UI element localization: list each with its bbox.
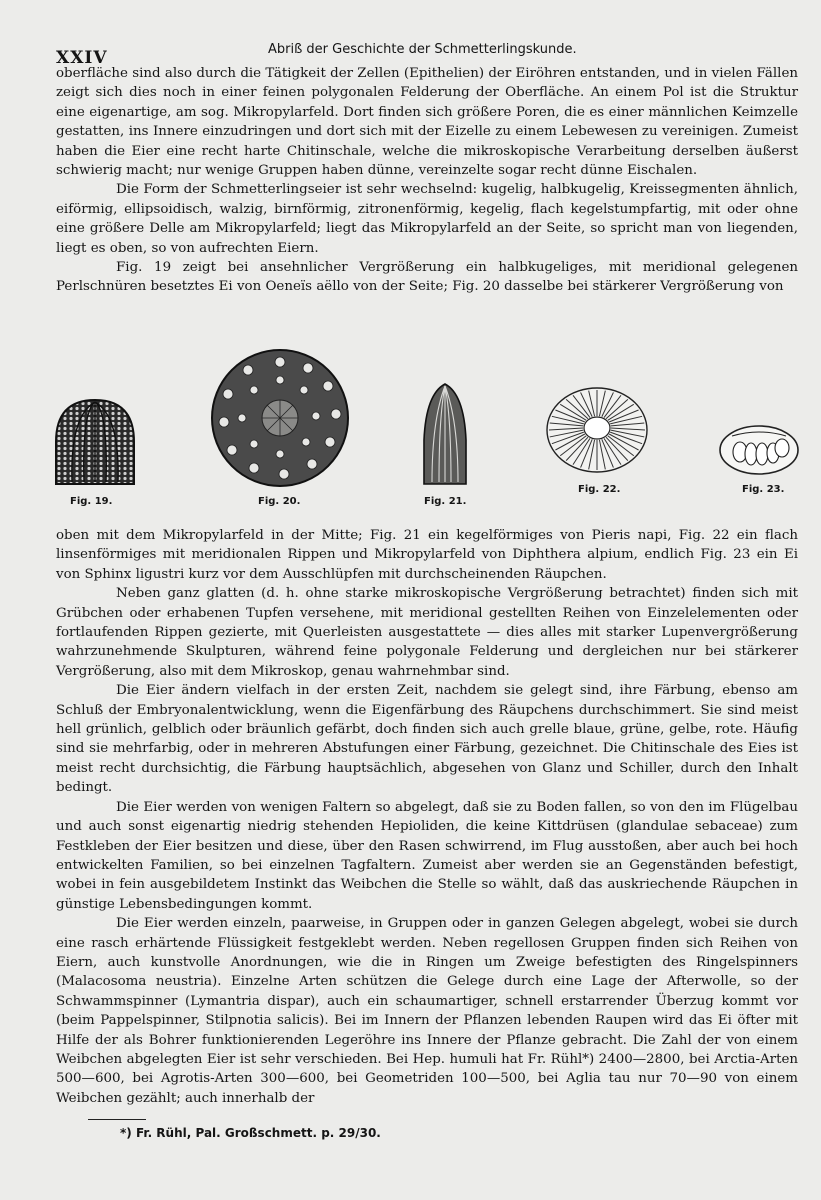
paragraph: Die Eier ändern vielfach in der ersten Zeit, nachdem sie gelegt sind, ihre Färbung, ebenso am Schluß der Embryonalentwicklung, wenn die Eigenfärbung des Räupchens durchschimmert. Sie sind meist hell grünlich, gelblich oder bräunlich gefärbt, doch finden sich auch grelle blaue, grüne, gelbe, rote. Häufig sind sie mehrfarbig, oder in mehreren Abstufungen einer Färbung, gezeichnet. Die Chitinschale des Eies ist meist recht durchsichtig, die Färbung hauptsächlich, abgesehen von Glanz und Schiller, durch den Inhalt bedingt. bbox=[56, 683, 798, 796]
figure-20 bbox=[208, 346, 352, 507]
figure-19 bbox=[50, 396, 140, 507]
page-header bbox=[56, 42, 796, 68]
paragraph: Neben ganz glatten (d. h. ohne starke mikroskopische Vergrößerung betrachtet) finden sich mit Grübchen oder erhabenen Tupfen versehene, mit meridional gestellten Reihen von Einzelelementen oder fortlaufenden Rippen gezierte, mit Querleisten ausgestattete — dies alles mit starker Lupenvergrößerung wahrzunehmende Skulpturen, während feine polygonale Felderung und dergleichen nur bei stärkerer Vergrößerung, also mit dem Mikroskop, genau wahrnehmbar sind. bbox=[56, 586, 798, 679]
footnote: *) Fr. Rühl, Pal. Großschmett. p. 29/30. bbox=[120, 1126, 381, 1140]
egg-lens-radial-ribs-icon bbox=[544, 384, 650, 476]
egg-top-view-pearled-icon bbox=[208, 346, 352, 490]
page-number: XXIV bbox=[56, 48, 108, 68]
figure-21 bbox=[420, 380, 470, 507]
figure-22 bbox=[544, 384, 650, 495]
figure-caption: Fig. 20. bbox=[258, 496, 301, 507]
running-title: Abriß der Geschichte der Schmetterlingskunde. bbox=[268, 42, 577, 57]
egg-with-larva-icon bbox=[718, 424, 800, 476]
figure-caption: Fig. 19. bbox=[70, 496, 113, 507]
figure-caption: Fig. 21. bbox=[424, 496, 467, 507]
paragraph: oben mit dem Mikropylarfeld in der Mitte; Fig. 21 ein kegelförmiges von Pieris napi, Fig. 22 ein flach linsenförmiges mit meridionalen Rippen und Mikropylarfeld von Diphthera alpium, endlich Fig. 23 ein Ei von Sphinx ligustri kurz vor dem Ausschlüpfen mit durchscheinenden Räupchen. bbox=[56, 528, 798, 582]
paragraph: Die Eier werden von wenigen Faltern so abgelegt, daß sie zu Boden fallen, so von den im Flügelbau und auch sonst eigenartig niedrig stehenden Hepioliden, die keine Kittdrüsen (glandulae sebaceae) zum Festkleben der Eier besitzen und diese, über den Rasen schwirrend, im Flug ausstoßen, aber auch bei hoch entwickelten Familien, so bei einzelnen Tagfaltern. Zumeist aber werden sie an Gegenständen befestigt, wobei in fein ausgebildetem Instinkt das Weibchen die Stelle so wählt, daß das auskriechende Räupchen in günstige Lebensbedingungen kommt. bbox=[56, 799, 798, 912]
text-block-bottom bbox=[56, 526, 798, 1108]
figure-caption: Fig. 22. bbox=[578, 484, 621, 495]
figure-23 bbox=[718, 424, 800, 495]
text-block-top bbox=[56, 64, 798, 297]
paragraph: Die Form der Schmetterlingseier ist sehr wechselnd: kugelig, halbkugelig, Kreissegmenten ähnlich, eiförmig, ellipsoidisch, walzig, birnförmig, zitronenförmig, kegelig, flach kegelstumpfartig, mit oder ohne eine größere Delle am Mikropylarfeld; liegt das Mikropylarfeld an der Seite, so spricht man von liegenden, liegt es oben, so von aufrechten Eiern. bbox=[56, 182, 798, 256]
footnote-rule bbox=[88, 1119, 146, 1120]
paragraph: Fig. 19 zeigt bei ansehnlicher Vergrößerung ein halbkugeliges, mit meridional gelegenen Perlschnüren besetztes Ei von Oeneïs aëllo von der Seite; Fig. 20 dasselbe bei stärkerer Vergrößerung von bbox=[56, 260, 798, 295]
figure-caption: Fig. 23. bbox=[742, 484, 785, 495]
egg-hemispherical-ribbed-icon bbox=[50, 396, 140, 488]
paragraph: oberfläche sind also durch die Tätigkeit der Zellen (Epithelien) der Eiröhren entstanden, und in vielen Fällen zeigt sich dies noch in einer feinen polygonalen Felderung der Oberfläche. An einem Pol ist die Struktur eine eigenartige, am sog. Mikropylarfeld. Dort finden sich größere Poren, die es einer männlichen Keimzelle gestatten, ins Innere einzudringen und dort sich mit der Eizelle zu einem Lebewesen zu vereinigen. Zumeist haben die Eier eine recht harte Chitinschale, welche die mikroskopische Verarbeitung derselben äußerst schwierig macht; nur wenige Gruppen haben dünne, vereinzelte sogar recht dünne Eischalen. bbox=[56, 66, 798, 179]
figure-row bbox=[50, 340, 810, 510]
egg-conical-ribbed-icon bbox=[420, 380, 470, 488]
paragraph: Die Eier werden einzeln, paarweise, in Gruppen oder in ganzen Gelegen abgelegt, wobei sie durch eine rasch erhärtende Flüssigkeit festgeklebt werden. Neben regellosen Gruppen finden sich Reihen von Eiern, auch kunstvolle Anordnungen, wie die in Ringen um Zweige befestigten des Ringelspinners (Malacosoma neustria). Einzelne Arten schützen die Gelege durch eine Lage der Afterwolle, so der Schwammspinner (Lymantria dispar), auch ein schaumartiger, schnell erstarrender Überzug kommt vor (beim Pappelspinner, Stilpnotia salicis). Bei im Innern der Pflanzen lebenden Raupen wird das Ei öfter mit Hilfe der als Bohrer funktionierenden Legeröhre ins Innere der Pflanze gebracht. Die Zahl der von einem Weibchen abgelegten Eier ist sehr verschieden. Bei Hep. humuli hat Fr. Rühl*) 2400—2800, bei Arctia-Arten 500—600, bei Agrotis-Arten 300—600, bei Geometriden 100—500, bei Aglia tau nur 70—90 von einem Weibchen gezählt; auch innerhalb der bbox=[56, 916, 798, 1106]
